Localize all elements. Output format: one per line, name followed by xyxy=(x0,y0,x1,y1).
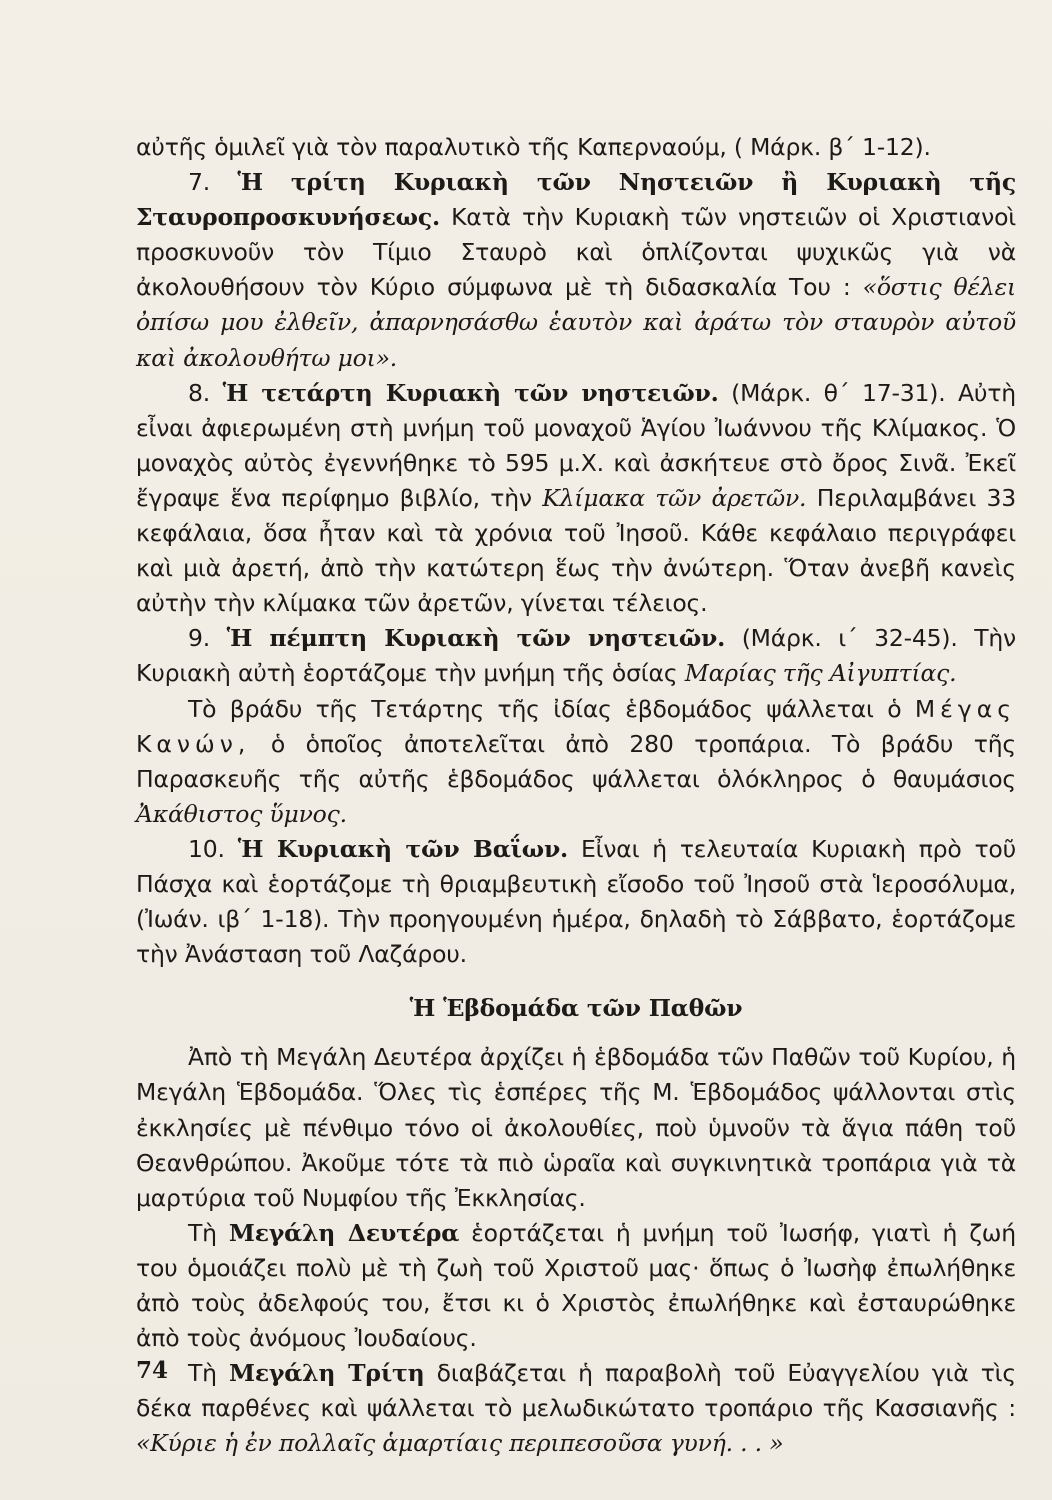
item-9-saint-name: Μαρίας τῆς Αἰγυπτίας. xyxy=(684,659,957,688)
item-9-text: (Μάρκ. ι΄ 32-45). Τὴν Κυριακὴ αὐτὴ ἑορτάζομε τὴν μνήμη τῆς ὁσίας xyxy=(136,624,1016,688)
paragraph-holy-tuesday: Τὴ Μεγάλη Τρίτη διαβάζεται ἡ παραβολὴ τοῦ Εὐαγγελίου γιὰ τὶς δέκα παρθένες καὶ ψάλλεται τὸ μελωδικώτατο τροπάριο τῆς Κασσιανῆς : «Κύριε ἡ ἐν πολλαῖς ἁμαρτίαις περιπεσοῦσα γυνή. . . » xyxy=(136,1359,1016,1458)
item-7 xyxy=(136,165,1016,376)
item-8-book-title: Κλίμακα τῶν ἀρετῶν. xyxy=(542,483,807,512)
item-10-text: Εἶναι ἡ τελευταία Κυριακὴ πρὸ τοῦ Πάσχα καὶ ἑορτάζομε τὴ θριαμβευτικὴ εἴσοδο τοῦ Ἰησοῦ στὰ Ἱεροσόλυμα, (Ἰωάν. ιβ΄ 1-18). Τὴν προηγουμένη ἡμέρα, δηλαδὴ τὸ Σάββατο, ἑορτάζομε τὴν Ἀνάσταση τοῦ Λαζάρου. xyxy=(136,834,1016,969)
paragraph-great-canon: Τὸ βράδυ τῆς Τετάρτης τῆς ἰδίας ἑβδομάδος ψάλλεται ὁ Μέγας Κανών, ὁ ὁποῖος ἀποτελεῖται ἀπὸ 280 τροπάρια. Τὸ βράδυ τῆς Παρασκευῆς τῆς αὐτῆς ἑβδομάδος ψάλλεται ὁλόκληρος ὁ θαυμάσιος Ἀκάθιστος ὕμνος. xyxy=(136,694,1016,828)
page-text xyxy=(136,130,1016,1461)
item-8-title: Ἡ τετάρτη Κυριακὴ τῶν νηστειῶν. xyxy=(222,378,719,407)
item-7-text: Κατὰ τὴν Κυριακὴ τῶν νηστειῶν οἱ Χριστιανοὶ προσκυνοῦν τὸν Τίμιο Σταυρὸ καὶ ὁπλίζονται ψυχικῶς γιὰ νὰ ἀκολουθήσουν τὸν Κύριο σύμφωνα μὲ τὴ διδασκαλία Του : xyxy=(136,203,1016,302)
holy-monday-label: Μεγάλη Δευτέρα xyxy=(228,1218,460,1247)
section-heading: Ἡ Ἑβδομάδα τῶν Παθῶν xyxy=(409,994,743,1023)
page-number: 74 xyxy=(136,1357,169,1384)
kassiani-hymn-quote: «Κύριε ἡ ἐν πολλαῖς ἁμαρτίαις περιπεσοῦσα γυνή. . . » xyxy=(136,1429,784,1458)
item-9 xyxy=(136,621,1016,691)
great-canon-spaced: Μέγας Κανών, xyxy=(136,694,1016,758)
item-8-text: (Μάρκ. θ΄ 17-31). Αὐτὴ εἶναι ἀφιερωμένη στὴ μνήμη τοῦ μοναχοῦ Ἁγίου Ἰωάννου τῆς Κλίμακος. Ὁ μοναχὸς αὐτὸς ἐγεννήθηκε τὸ 595 μ.Χ. καὶ ἀσκήτευε στὸ ὄρος Σινᾶ. Ἐκεῖ ἔγραψε ἕνα περίφημο βιβλίο, τὴν xyxy=(136,378,1016,512)
item-9-number: 9. xyxy=(188,624,211,653)
item-8-text-continued: Περιλαμβάνει 33 κεφάλαια, ὅσα ἦταν καὶ τὰ χρόνια τοῦ Ἰησοῦ. Κάθε κεφάλαιο περιγράφει καὶ μιὰ ἀρετή, ἀπὸ τὴν κατώτερη ἕως τὴν ἀνώτερη. Ὅταν ἀνεβῆ κανεὶς αὐτὴν τὴν κλίμακα τῶν ἀρετῶν, γίνεται τέλειος. xyxy=(136,483,1017,618)
holy-tuesday-label: Μεγάλη Τρίτη xyxy=(229,1359,425,1388)
akathist-hymn: Ἀκάθιστος ὕμνος. xyxy=(136,799,347,828)
item-10 xyxy=(136,832,1016,972)
item-7-title: Ἡ τρίτη Κυριακὴ τῶν Νηστειῶν ἢ Κυριακὴ τῆς Σταυροπροσκυνήσεως. xyxy=(136,168,1016,232)
paragraph-holy-monday: Τὴ Μεγάλη Δευτέρα ἑορτάζεται ἡ μνήμη τοῦ Ἰωσήφ, γιατὶ ἡ ζωή του ὁμοιάζει πολὺ μὲ τὴ ζωὴ τοῦ Χριστοῦ μας· ὅπως ὁ Ἰωσὴφ ἐπωλήθηκε ἀπὸ τοὺς ἀδελφούς του, ἔτσι κι ὁ Χριστὸς ἐπωλήθηκε καὶ ἐσταυρώθηκε ἀπὸ τοὺς ἀνόμους Ἰουδαίους. xyxy=(136,1218,1016,1353)
item-10-title: Ἡ Κυριακὴ τῶν Βαΐων. xyxy=(237,834,569,863)
paragraph-holy-week: Ἀπὸ τὴ Μεγάλη Δευτέρα ἀρχίζει ἡ ἑβδομάδα τῶν Παθῶν τοῦ Κυρίου, ἡ Μεγάλη Ἑβδομάδα. Ὅλες τὶς ἑσπέρες τῆς Μ. Ἑβδομάδος ψάλλονται στὶς ἐκκλησίες μὲ πένθιμο τόνο οἱ ἀκολουθίες, ποὺ ὑμνοῦν τὰ ἅγια πάθη τοῦ Θεανθρώπου. Ἀκοῦμε τότε τὰ πιὸ ὡραῖα καὶ συγκινητικὰ τροπάρια γιὰ τὰ μαρτύρια τοῦ Νυμφίου τῆς Ἐκκλησίας. xyxy=(136,1043,1016,1212)
item-8 xyxy=(136,376,1016,622)
item-8-number: 8. xyxy=(188,378,211,407)
item-7-quote: «ὅστις θέλει ὀπίσω μου ἐλθεῖν, ἀπαρνησάσθω ἑαυτὸν καὶ ἀράτω τὸν σταυρὸν αὐτοῦ καὶ ἀκολουθήτω μοι». xyxy=(136,273,1016,372)
paragraph-intro: αὐτῆς ὁμιλεῖ γιὰ τὸν παραλυτικὸ τῆς Καπερναούμ, ( Μάρκ. β΄ 1-12). xyxy=(136,133,931,161)
item-10-number: 10. xyxy=(188,834,225,863)
item-9-title: Ἡ πέμπτη Κυριακὴ τῶν νηστειῶν. xyxy=(226,624,726,653)
item-7-number: 7. xyxy=(188,168,211,197)
